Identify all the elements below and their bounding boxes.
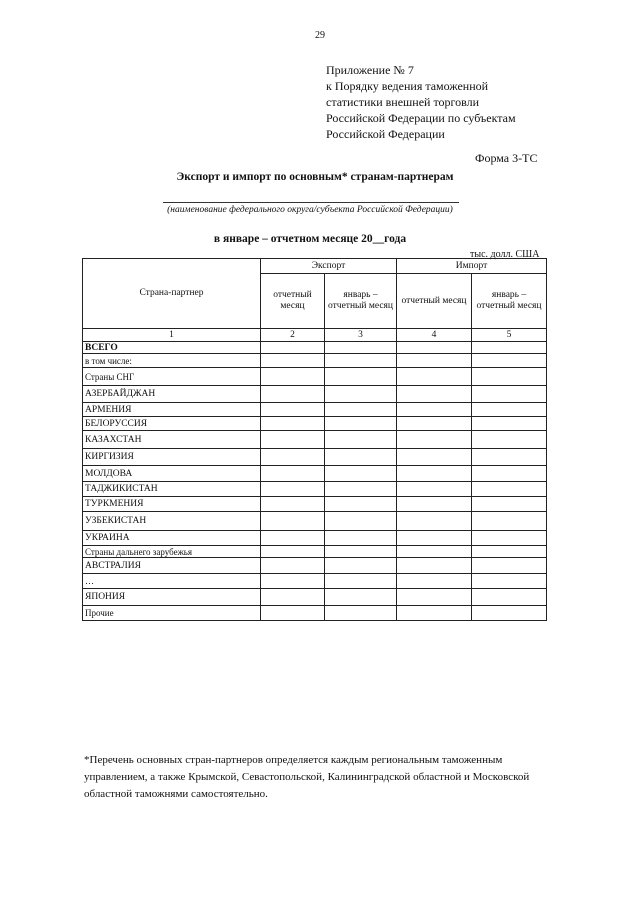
table-row xyxy=(83,512,547,531)
data-cell xyxy=(261,558,325,574)
row-label: АВСТРАЛИЯ xyxy=(83,558,261,574)
data-cell xyxy=(325,574,397,589)
data-cell xyxy=(397,589,472,606)
row-label: ЯПОНИЯ xyxy=(83,589,261,606)
blank-underline xyxy=(163,202,459,203)
data-cell xyxy=(472,497,547,512)
data-cell xyxy=(472,558,547,574)
data-cell xyxy=(261,482,325,497)
data-cell xyxy=(397,558,472,574)
data-cell xyxy=(325,589,397,606)
column-number: 1 xyxy=(83,329,261,342)
page-number: 29 xyxy=(315,30,325,41)
table-row xyxy=(83,368,547,386)
data-cell xyxy=(325,449,397,466)
data-cell xyxy=(261,466,325,482)
row-label: УЗБЕКИСТАН xyxy=(83,512,261,531)
data-cell xyxy=(261,431,325,449)
table-row xyxy=(83,589,547,606)
units-label: тыс. долл. США xyxy=(470,249,540,260)
row-label: Прочие xyxy=(83,606,261,621)
table-row xyxy=(83,606,547,621)
data-cell xyxy=(397,403,472,417)
data-cell xyxy=(325,606,397,621)
data-cell xyxy=(261,574,325,589)
data-cell xyxy=(261,512,325,531)
data-cell xyxy=(325,466,397,482)
data-cell xyxy=(397,386,472,403)
appendix-line: Российской Федерации по субъектам xyxy=(326,111,516,125)
data-cell xyxy=(261,368,325,386)
data-cell xyxy=(261,386,325,403)
subject-caption: (наименование федерального округа/субъекта Российской Федерации) xyxy=(167,205,453,215)
table-row xyxy=(83,417,547,431)
data-cell xyxy=(472,574,547,589)
data-cell xyxy=(472,368,547,386)
data-cell xyxy=(261,403,325,417)
table-row xyxy=(83,466,547,482)
data-cell xyxy=(325,342,397,354)
appendix-note xyxy=(326,62,516,142)
data-cell xyxy=(397,449,472,466)
data-cell xyxy=(472,466,547,482)
table-body xyxy=(83,342,547,621)
row-label: КАЗАХСТАН xyxy=(83,431,261,449)
data-cell xyxy=(472,354,547,368)
data-cell xyxy=(397,497,472,512)
data-cell xyxy=(472,546,547,558)
table-row xyxy=(83,354,547,368)
appendix-line: статистики внешней торговли xyxy=(326,95,480,109)
row-label: УКРАИНА xyxy=(83,531,261,546)
table-row xyxy=(83,482,547,497)
data-cell xyxy=(472,531,547,546)
footnote: *Перечень основных стран-партнеров определяется каждым региональным таможенным управлением, а также Крымской, Севастопольской, Калининградской областной и Московской областной таможнями самостоятельно. xyxy=(84,754,530,800)
data-cell xyxy=(472,482,547,497)
data-cell xyxy=(261,417,325,431)
table-row xyxy=(83,558,547,574)
header-export-ytd: январь – отчетный месяц xyxy=(325,274,397,329)
table-row xyxy=(83,546,547,558)
table-row xyxy=(83,403,547,417)
data-cell xyxy=(325,497,397,512)
appendix-line: Приложение № 7 xyxy=(326,63,414,77)
table-row xyxy=(83,386,547,403)
data-cell xyxy=(472,512,547,531)
data-cell xyxy=(325,558,397,574)
header-import-ytd: январь – отчетный месяц xyxy=(472,274,547,329)
row-label: ТАДЖИКИСТАН xyxy=(83,482,261,497)
data-cell xyxy=(325,368,397,386)
data-cell xyxy=(325,482,397,497)
data-cell xyxy=(472,403,547,417)
row-label: ВСЕГО xyxy=(83,342,261,354)
data-cell xyxy=(261,354,325,368)
data-cell xyxy=(325,512,397,531)
data-cell xyxy=(261,449,325,466)
table-row xyxy=(83,431,547,449)
appendix-line: Российской Федерации xyxy=(326,127,445,141)
data-cell xyxy=(397,354,472,368)
data-cell xyxy=(325,431,397,449)
row-label: БЕЛОРУССИЯ xyxy=(83,417,261,431)
data-cell xyxy=(397,431,472,449)
header-partner: Страна-партнер xyxy=(83,259,261,329)
data-cell xyxy=(472,431,547,449)
data-cell xyxy=(397,546,472,558)
row-label: в том числе: xyxy=(83,354,261,368)
column-number: 4 xyxy=(397,329,472,342)
row-label: АРМЕНИЯ xyxy=(83,403,261,417)
header-import-month: отчетный месяц xyxy=(397,274,472,329)
column-number: 5 xyxy=(472,329,547,342)
data-cell xyxy=(397,482,472,497)
data-cell xyxy=(472,417,547,431)
row-label: ТУРКМЕНИЯ xyxy=(83,497,261,512)
data-cell xyxy=(325,386,397,403)
table-row xyxy=(83,574,547,589)
data-cell xyxy=(397,531,472,546)
data-cell xyxy=(472,606,547,621)
data-cell xyxy=(397,342,472,354)
table-row xyxy=(83,497,547,512)
data-cell xyxy=(397,417,472,431)
data-cell xyxy=(397,466,472,482)
data-cell xyxy=(472,386,547,403)
row-label: Страны СНГ xyxy=(83,368,261,386)
row-label: АЗЕРБАЙДЖАН xyxy=(83,386,261,403)
column-number: 3 xyxy=(325,329,397,342)
data-cell xyxy=(261,546,325,558)
data-cell xyxy=(261,342,325,354)
column-number-row xyxy=(83,329,547,342)
document-title: Экспорт и импорт по основным* странам-партнерам xyxy=(176,171,454,183)
table-row xyxy=(83,342,547,354)
data-cell xyxy=(261,589,325,606)
data-cell xyxy=(325,531,397,546)
data-cell xyxy=(472,342,547,354)
form-code: Форма 3-ТС xyxy=(475,151,538,165)
row-label: Страны дальнего зарубежья xyxy=(83,546,261,558)
appendix-line: к Порядку ведения таможенной xyxy=(326,79,489,93)
data-cell xyxy=(261,497,325,512)
data-cell xyxy=(472,449,547,466)
trade-table xyxy=(82,258,547,621)
header-import: Импорт xyxy=(397,259,547,274)
header-export: Экспорт xyxy=(261,259,397,274)
data-cell xyxy=(325,546,397,558)
table-row xyxy=(83,531,547,546)
header-export-month: отчетный месяц xyxy=(261,274,325,329)
column-number: 2 xyxy=(261,329,325,342)
table-row xyxy=(83,449,547,466)
period-heading: в январе – отчетном месяце 20__года xyxy=(213,233,407,245)
data-cell xyxy=(397,574,472,589)
row-label: … xyxy=(83,574,261,589)
row-label: МОЛДОВА xyxy=(83,466,261,482)
data-cell xyxy=(325,417,397,431)
data-cell xyxy=(472,589,547,606)
data-cell xyxy=(397,606,472,621)
data-cell xyxy=(261,606,325,621)
data-cell xyxy=(325,403,397,417)
data-cell xyxy=(397,368,472,386)
data-cell xyxy=(261,531,325,546)
row-label: КИРГИЗИЯ xyxy=(83,449,261,466)
data-cell xyxy=(325,354,397,368)
data-cell xyxy=(397,512,472,531)
